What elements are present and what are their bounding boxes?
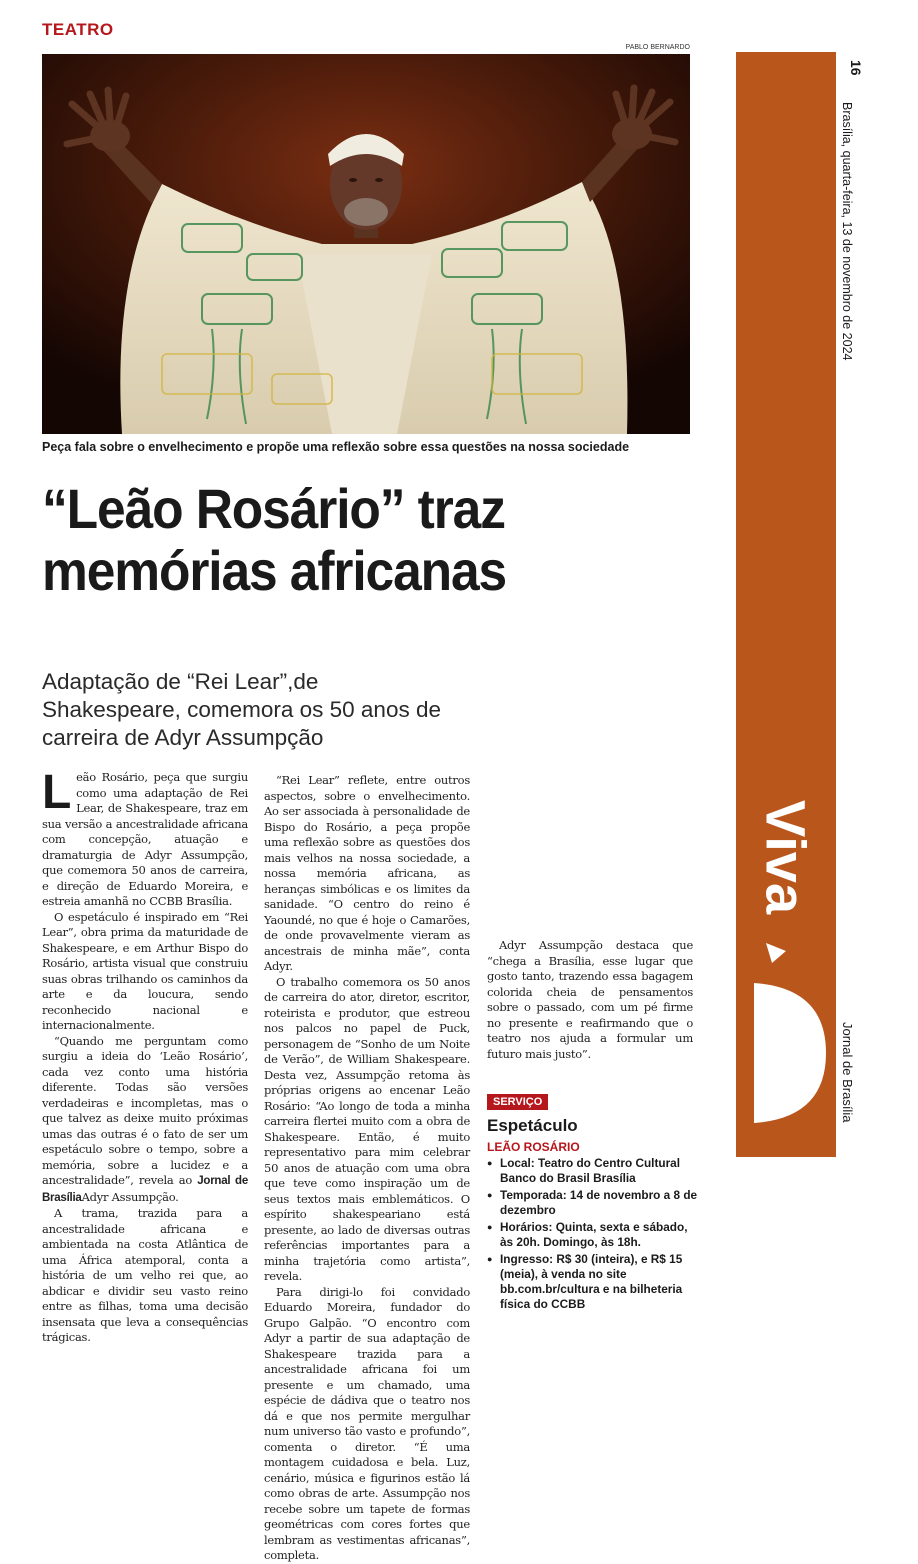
service-item: ● Local: Teatro do Centro Cultural Banco do Brasil Brasília — [487, 1156, 699, 1186]
paragraph: O espetáculo é inspirado em “Rei Lear”, obra prima da maturidade de Shakespeare, e em Arthur Bispo do Rosário, artista visual que construiu suas obras trilhando os caminhos da arte e da loucura, sendo reconhecido nacional e internacionalmente. — [42, 909, 248, 1032]
photo-caption: Peça fala sobre o envelhecimento e propõe uma reflexão sobre essa questões na nossa sociedade — [42, 440, 630, 454]
paragraph: Adyr Assumpção destaca que “chega a Brasília, esse lugar que gosto tanto, trazendo essa bagagem colorida cheia de pensamentos sobre o passado, com um pé firme no presente e reafirmando que o teatro nos ajuda a formular um futuro mais justo”. — [487, 938, 693, 1061]
photo-credit: PABLO BERNARDO — [625, 44, 690, 51]
deck: Adaptação de “Rei Lear”,de Shakespeare, comemora os 50 anos de carreira de Adyr Assumpção — [42, 669, 441, 750]
service-list — [487, 1156, 699, 1312]
article-column-2 — [264, 773, 470, 1564]
article-column-3 — [487, 938, 693, 1062]
show-name: LEÃO ROSÁRIO — [487, 1140, 580, 1154]
page-number: 16 — [848, 60, 864, 76]
service-item: ● Temporada: 14 de novembro a 8 de dezembro — [487, 1188, 699, 1218]
paragraph: Leão Rosário, peça que surgiu como uma adaptação de Rei Lear, de Shakespeare, traz em sua versão a ancestralidade africana com concepção, atuação e dramaturgia de Adyr Assumpção, que comemora 50 anos de carreira, e direção de Eduardo Moreira, e estreia amanhã no CCBB Brasília. — [42, 766, 248, 908]
section-title-viva — [739, 792, 833, 922]
service-item: ● Ingresso: R$ 30 (inteira), e R$ 15 (meia), à venda no site bb.com.br/cultura e na bilheteria física do CCBB — [487, 1252, 699, 1312]
service-item: ● Horários: Quinta, sexta e sábado, às 20h. Domingo, às 18h. — [487, 1220, 699, 1250]
paragraph: O trabalho comemora os 50 anos de carreira do ator, diretor, escritor, roteirista e produtor, que estreou nos palcos no papel de Puck, personagem de “Sonho de um Noite de Verão”, de William Shakespeare. Desta vez, Assumpção retoma às próprias origens ao encenar Leão Rosário: “Ao longo de toda a minha carreira flertei muito com a obra de Shakespeare. Então, é muito representativo para mim celebrar 50 anos de atuação com uma obra que teve como inspiração um de seus textos mais emblemáticos. O espírito shakespeariano está presente, ao lado de diversas outras referências importantes para a minha trajetória como artista”, revela. — [264, 974, 470, 1283]
page-margin-strip — [838, 52, 864, 1157]
service-title: Espetáculo — [487, 1116, 578, 1135]
section-label: TEATRO — [42, 20, 114, 39]
paragraph: “Rei Lear” reflete, entre outros aspectos, sobre o envelhecimento. Ao ser associada à personalidade de Bispo do Rosário, a peça propõe uma reflexão sobre as questões dos mais velhos na nossa sociedade, a nossa memória africana, as heranças simbólicas e os limites da sanidade. “O centro do reino é Yaoundé, no que é hoje o Camarões, de onde provavelmente vieram as ancestrais de minha mãe”, conta Adyr. — [264, 773, 470, 973]
paragraph: A trama, trazida para a ancestralidade africana e ambientada na costa Atlântica de uma África atemporal, conta a história de um velho rei que, ao abdicar e dividir seu vasto reino entre as filhas, toma uma decisão insensata que leva a consequências trágicas. — [42, 1206, 248, 1344]
svg-text:Viva: Viva — [754, 799, 818, 915]
service-box — [487, 1092, 699, 1314]
newspaper-name: Jornal de Brasília — [42, 1175, 248, 1204]
edition-date: Brasília, quarta-feira, 13 de novembro de 2024 — [840, 102, 854, 361]
newspaper-logo-icon — [752, 943, 828, 1133]
paragraph: Para dirigi-lo foi convidado Eduardo Moreira, fundador do Grupo Galpão. “O encontro com Adyr a partir de sua adaptação de Shakespeare trazida para a ancestralidade africana foi um presente e um chamado, uma espécie de dádiva que o teatro nos dá e que nos permite mergulhar num universo tão vasto e profundo”, comenta o diretor. “É uma montagem cuidadosa e bela. Luz, cenário, música e figurinos estão lá como obras de arte. Assumpção nos recebe sobre um tapete de formas geométricas com cores fortes que lembram as vestimentas africanas”, completa. — [264, 1284, 470, 1562]
paragraph: “Quando me perguntam como surgiu a ideia do ‘Leão Rosário’, cada vez conto uma história diferente. Todas são versões verdadeiras e incompletas, mas o que talvez as deixe muito próximas umas das outras é o fato de ser um espetáculo sobre o tempo, sobre a memória, sobre a lucidez e a ancestralidade”, revela ao Jornal de BrasíliaAdyr Assumpção. — [42, 1033, 248, 1204]
headline — [42, 478, 649, 602]
article-column-1 — [42, 766, 248, 1346]
service-tag: SERVIÇO — [487, 1094, 548, 1110]
headline-line-1: “Leão Rosário” traz — [42, 477, 505, 540]
headline-line-2: memórias africanas — [42, 539, 507, 602]
drop-cap: L — [42, 766, 72, 819]
article-photo — [42, 54, 690, 434]
newspaper-name: Jornal de Brasília — [840, 1022, 855, 1123]
